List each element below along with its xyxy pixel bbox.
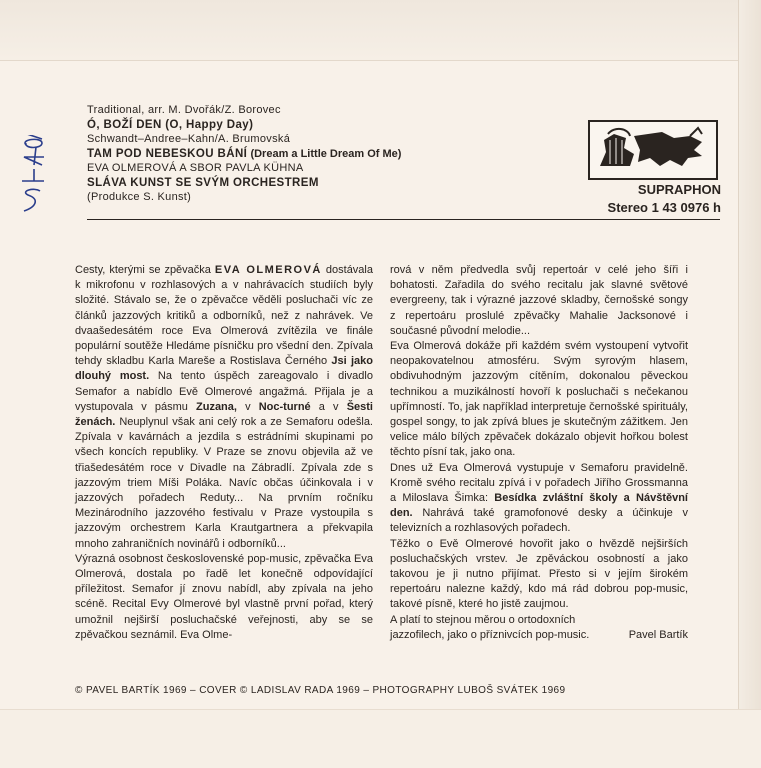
track2-title-line [87,147,401,162]
liner-paragraph [390,461,688,537]
text-run: Na tento úspěch zareagovalo i divadlo Semafor a nabídlo Evě Olmerové angažmá. Přijala je a vystupovala v pásmu [75,370,373,413]
track1-title: Ó, BOŽÍ DEN (O, Happy Day) [87,118,254,131]
text-run: Dnes už Eva Olmerová vystupuje v Semaforu pravidelně. Kromě svého recitalu zpívá i v pořadech Jiřího Grossmanna a Miloslava Šimka: [390,461,688,505]
track-credits [87,103,401,205]
liner-paragraph [390,613,688,643]
label-block [551,181,721,217]
production-credit: (Produkce S. Kunst) [87,191,192,203]
supraphon-lion-logo [588,120,718,180]
author-signature: Pavel Bartík [628,628,688,641]
performer-choir: EVA OLMEROVÁ A SBOR PAVLA KÜHNA [87,162,304,174]
show-title: Noc-turné [258,400,311,413]
track2-author: Schwandt–Andree–Kahn/A. Brumovská [87,133,291,145]
show-title: Šesti ženách. [75,400,373,429]
liner-paragraph: Eva Olmerová dokáže při každém svém vystoupení vytvořit neopakovatelnou atmosféru. Svým syrovým hlasem, obdivuhodným jazzovým cítěním, dokonalou pěveckou technikou a muzikálností hovoří k posluchači s nečekanou upřímností. To, jak například interpretuje černošské spirituály, gospel songy, to jak zpívá blues je skutečným zážitkem. Jen velice málo bílých zpěvaček dokázalo objevit hořkou bolest těchto písní tak, jako ona. [390,340,688,459]
copyright-footer: © PAVEL BARTÍK 1969 – COVER © LADISLAV RADA 1969 – PHOTOGRAPHY LUBOŠ SVÁTEK 1969 [75,685,566,696]
track2-title: TAM POD NEBESKOU BÁNÍ [87,147,248,160]
text-run: Nahrává také gramofonové desky a účinkuje v televizních a rozhlasových pořadech. [390,507,688,535]
show-title: Zuzana, [196,400,237,413]
liner-notes-column-1 [75,263,373,643]
sleeve-top-flap [0,0,761,61]
handwritten-note [14,135,54,215]
sleeve-bottom-flap [0,709,761,768]
sleeve-right-flap [738,0,761,768]
label-name: SUPRAPHON [637,182,721,197]
text-run: dostávala k mikrofonu v rozhlasových a v nahrávacích studiích byly složité. Stávalo se, že o zpěvačce věděli posluchači víc ze článků jazzových kritiků a odborníků, než z nahrávek. Ve dvaašedesátém roce Eva Olmerová zvítězila ve finále populární soutěže Hledáme písničku pro všední den. Zpívala tehdy skladbu Karla Mareše a Rostislava Černého [75,264,373,368]
track2-subtitle: (Dream a Little Dream Of Me) [250,147,402,160]
liner-paragraph: Výrazná osobnost československé pop-music, zpěvačka Eva Olmerová, dostala po řadě let konečně odpovídající příležitost. Semafor jí znovu nabídl, aby zpívala na jeho scéně. Recital Evy Olmerové byl vlastně první pořad, který umožnil nejširší posluchačské veřejnosti, aby se se zpěvačkou seznámil. Eva Olme- [75,552,373,641]
artist-name: EVA OLMEROVÁ [214,264,322,276]
track1-author: Traditional, arr. M. Dvořák/Z. Borovec [87,104,281,116]
performer-orchestra: SLÁVA KUNST SE SVÝM ORCHESTREM [87,176,319,189]
liner-paragraph [75,263,373,552]
text-run: Cesty, kterými se zpěvačka [75,264,215,276]
text-run: v [236,400,259,413]
text-run: A platí to stejnou měrou o ortodoxních jazzofilech, jako o příznivcích pop-music. [390,613,590,641]
header-divider [87,219,720,220]
text-run: Neuplynul však ani celý rok a ze Semaforu odešla. Zpívala v kavárnách a jezdila s estrádními skupinami po všech koncích republiky. V Praze se znovu objevila až ve třiašedesátém roce v Divadle na Zábradlí. Zpívala zde s jazzovým triem Míši Poláka. Navíc občas účinkovala i v jazzových pořadech Reduty... Na prvním ročníku Mezinárodního jazzového festivalu v Praze vystoupila s jazzovým orchestrem Karla Krautgartnera a překvapila mnoho zahraničních novinářů i odborníků... [75,416,373,550]
liner-notes-column-2 [390,263,688,643]
catalog-number: Stereo 1 43 0976 h [607,200,721,215]
text-run: a v [310,400,347,413]
show-title: Besídka zvláštní školy a Návštěvní den. [390,492,688,520]
liner-paragraph: Těžko o Evě Olmerové hovořit jako o hvězdě nejširších posluchačských vrstev. Je zpěváckou osobností a jako takovou je ji nutno přijímat. Přesto si v jejím širokém repertoáru nalezne každý, kdo má rád dobrou pop-music, takové písně, které ho jistě zaujmou. [390,537,688,611]
song-title: Jsi jako dlouhý most. [75,355,373,383]
liner-paragraph: rová v něm předvedla svůj repertoár v celé jeho šíři i bohatosti. Zařadila do svého recitalu jak slavné světové evergreeny, tak i výrazné jazzové skladby, černošské songy z repertoáru proslulé zpěvačky Mahalie Jacksonové i současné původní melodie... [390,264,688,337]
